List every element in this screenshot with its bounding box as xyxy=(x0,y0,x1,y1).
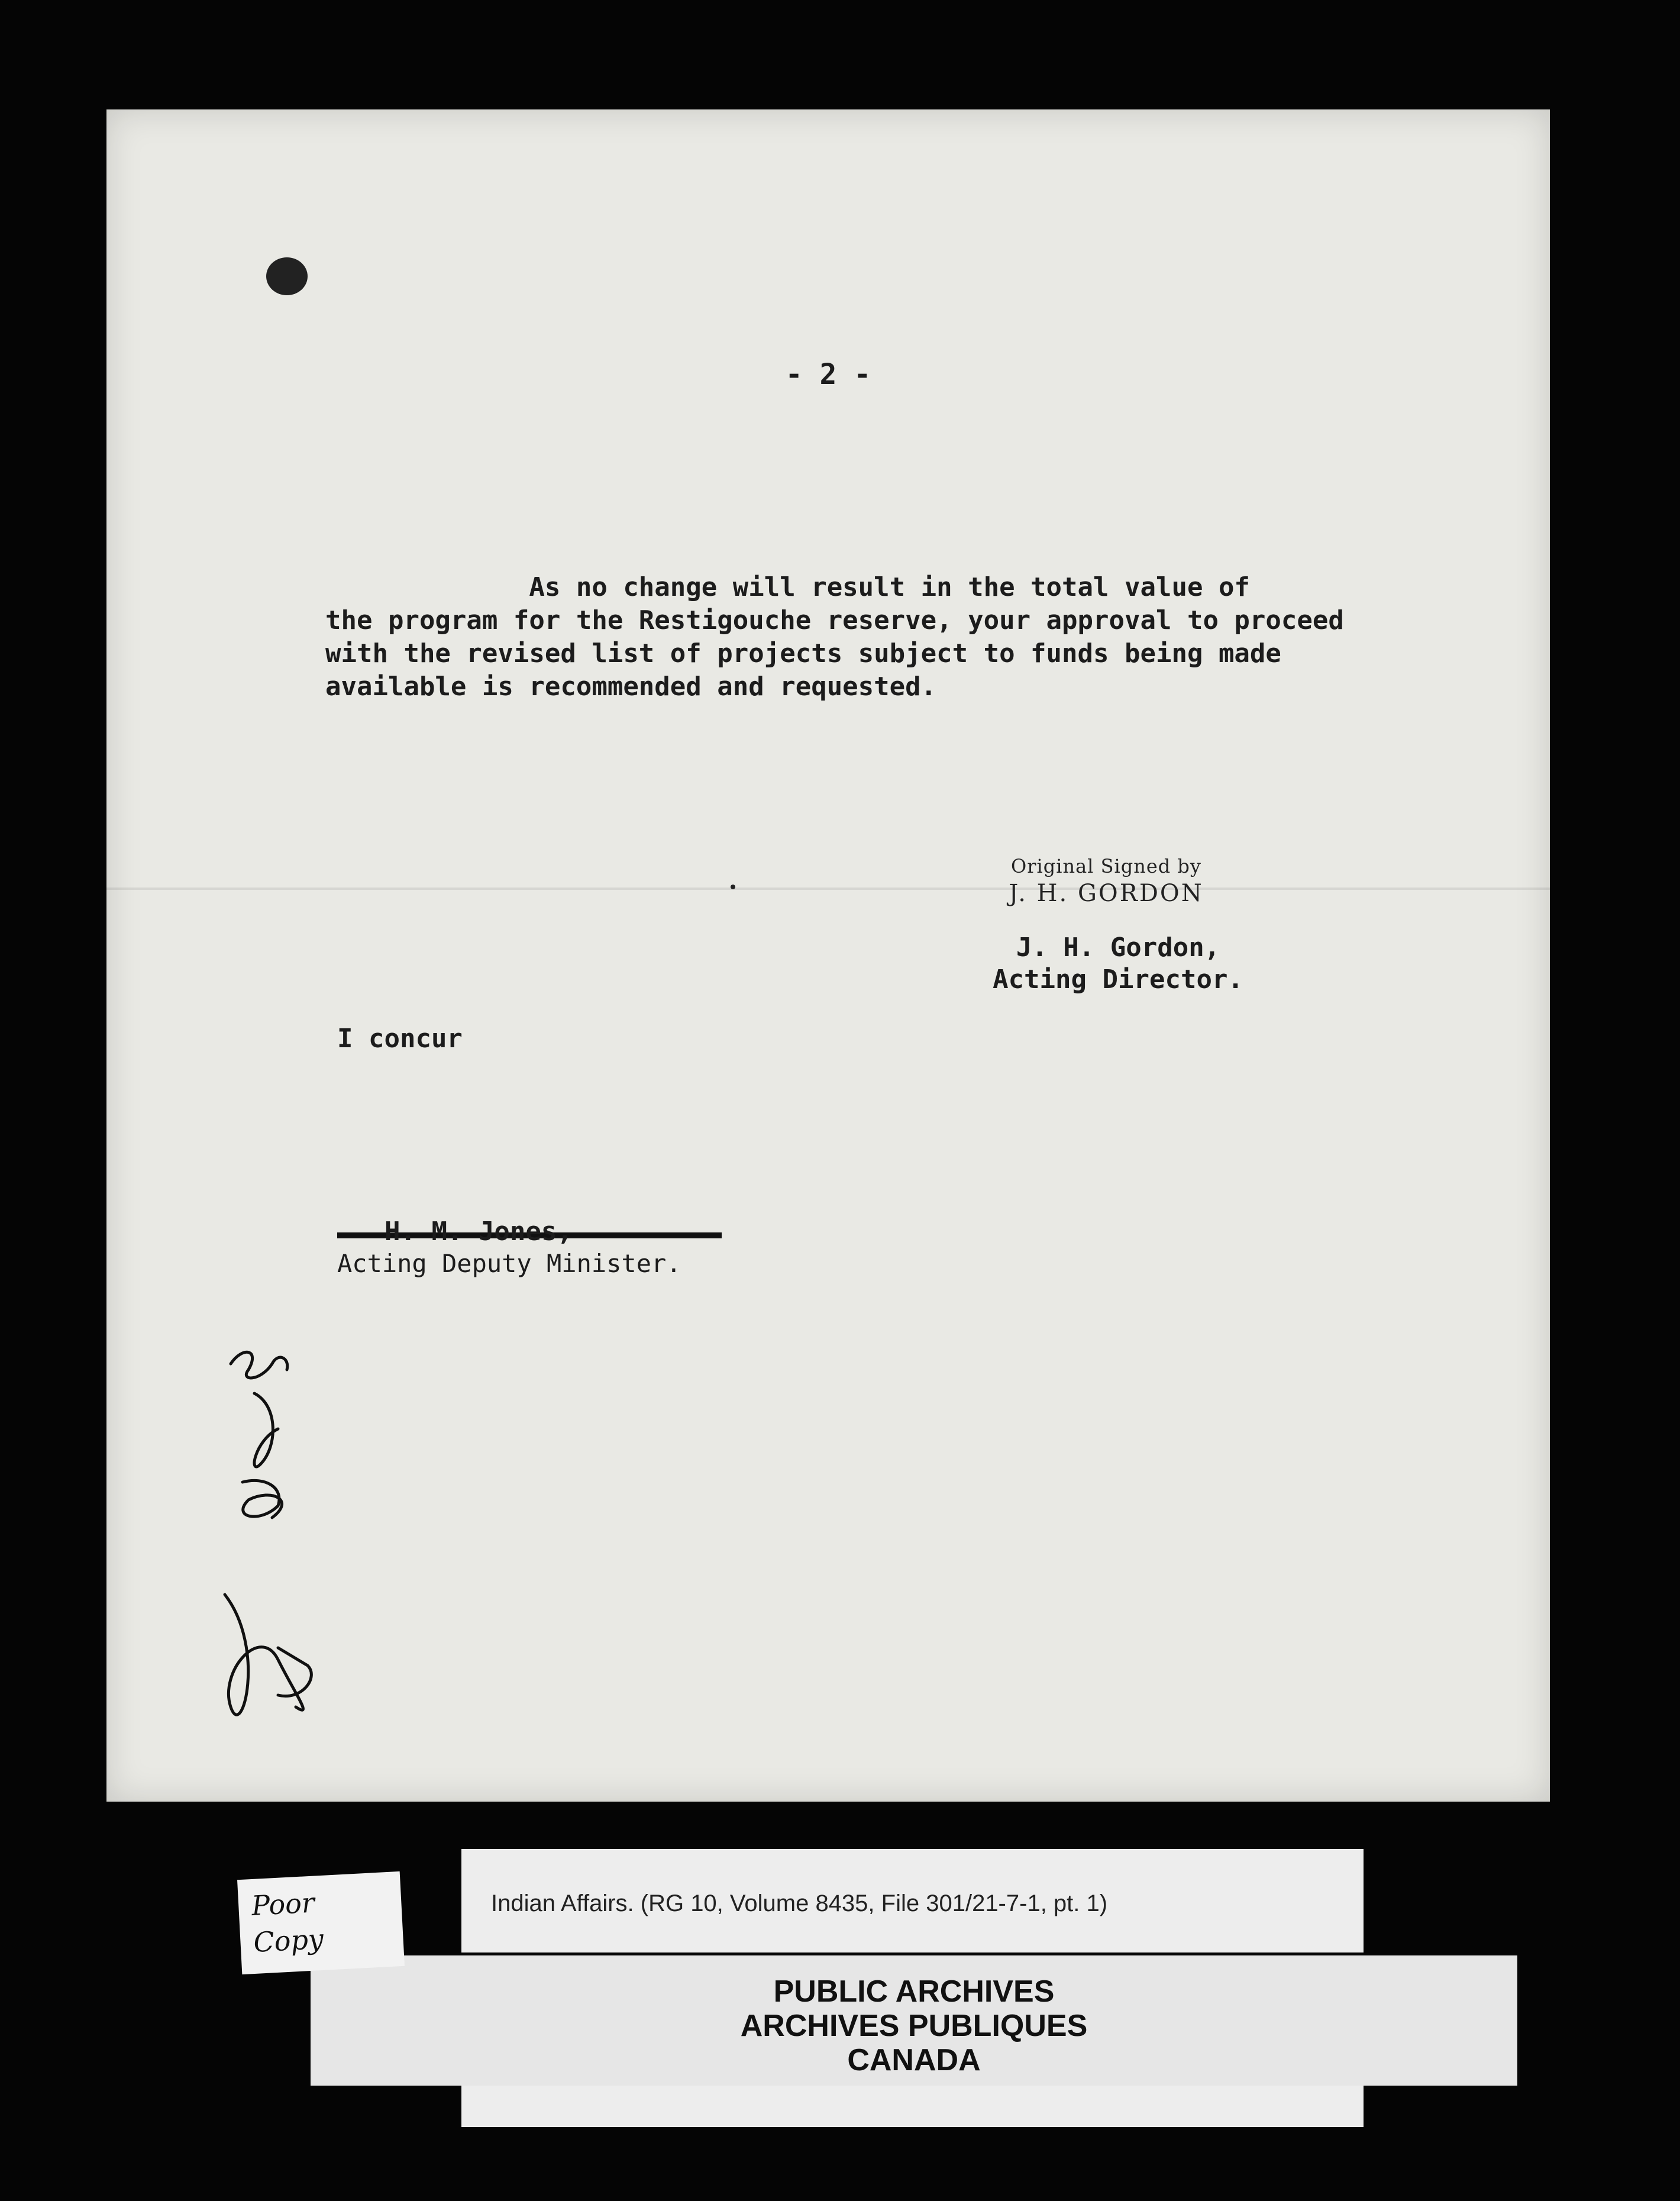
paragraph-line: available is recommended and requested. xyxy=(325,672,937,702)
signature-stamp xyxy=(935,855,1278,907)
paragraph-line: As no change will result in the total value of xyxy=(325,572,1250,602)
poor-copy-note xyxy=(237,1871,405,1974)
handwritten-initials xyxy=(160,1293,396,1778)
body-paragraph xyxy=(325,571,1479,703)
note-line-1: Poor xyxy=(250,1886,316,1922)
paragraph-line: the program for the Restigouche reserve, your approval to proceed xyxy=(325,605,1344,635)
paragraph-line: with the revised list of projects subject to funds being made xyxy=(325,638,1281,669)
archive-citation-strip xyxy=(461,1849,1364,1952)
archive-label xyxy=(311,1955,1517,2086)
ink-blot xyxy=(266,257,308,295)
stamp-line-1: Original Signed by xyxy=(1011,855,1201,877)
signatory-title: Acting Director. xyxy=(993,964,1243,995)
second-signatory-title: Acting Deputy Minister. xyxy=(337,1249,681,1278)
archive-citation: Indian Affairs. (RG 10, Volume 8435, File 301/21-7-1, pt. 1) xyxy=(491,1890,1108,1916)
stamp-line-2: J. H. GORDON xyxy=(1009,880,1204,907)
note-line-2: Copy xyxy=(253,1922,325,1958)
archive-line-1: PUBLIC ARCHIVES xyxy=(773,1974,1055,2009)
archive-name xyxy=(311,1974,1517,2077)
paper-fold-line xyxy=(106,888,1550,890)
second-signatory-name: H. M. Jones, xyxy=(385,1216,573,1247)
document-page xyxy=(106,109,1550,1802)
second-signatory-block xyxy=(337,1216,681,1280)
signatory-name: J. H. Gordon, xyxy=(1016,932,1220,963)
archive-label-bottom-strip xyxy=(461,2086,1364,2127)
archive-line-2: ARCHIVES PUBLIQUES xyxy=(740,2009,1088,2043)
archive-line-3: CANADA xyxy=(847,2043,981,2077)
signatory-block xyxy=(941,932,1295,996)
page-number: - 2 - xyxy=(785,358,871,391)
ink-speck xyxy=(731,885,735,889)
concur-text: I concur xyxy=(337,1024,463,1054)
